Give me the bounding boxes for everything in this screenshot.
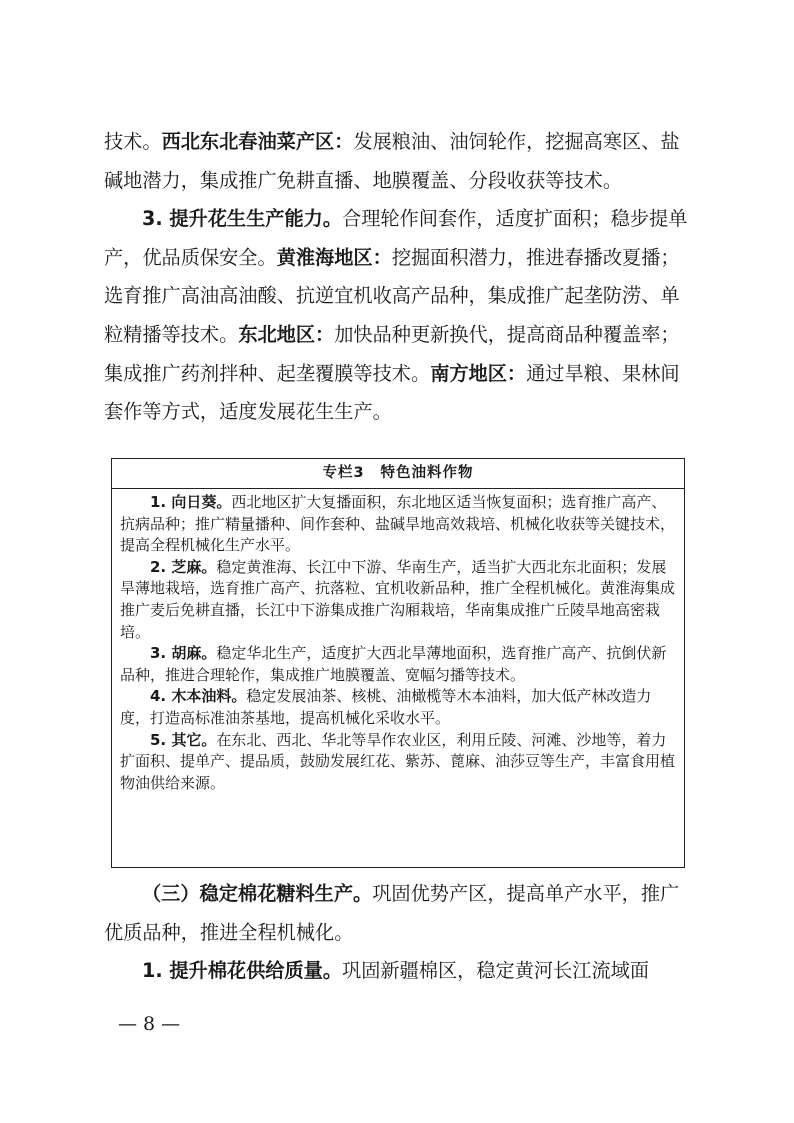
- item-text: 在东北、西北、华北等旱作农业区，利用丘陵、河滩、沙地等，着力扩面积、提单产、提品质，鼓励发展红花、紫苏、蓖麻、油莎豆等生产，丰富食用植物油供给来源。: [120, 730, 676, 792]
- box-item-woody-oil: [120, 686, 676, 729]
- paragraph-text: 加快品种更新换代，提高商品种覆盖率；集成推广药剂拌种、起垄覆膜等技术。: [104, 322, 680, 385]
- top-text-block: [104, 123, 692, 432]
- continued-text: 技术。: [104, 130, 162, 153]
- section-heading: 1. 提升棉花供给质量。: [142, 959, 343, 983]
- paragraph-cotton-sugar: [104, 875, 692, 952]
- section-heading: （三）稳定棉花糖料生产。: [142, 882, 373, 905]
- paragraph-text: 挖掘面积潜力，推进春播改夏播；选育推广高油高油酸、抗逆宜机收高产品种，集成推广起垄防涝、单粒精播等技术。: [104, 245, 680, 346]
- paragraph-peanut: [104, 200, 692, 432]
- section-heading: 3. 提升花生生产能力。: [142, 207, 343, 231]
- box-item-others: [120, 730, 676, 795]
- paragraph-text: 巩固新疆棉区，稳定黄河长江流域面: [342, 959, 650, 983]
- feature-box: [111, 458, 685, 868]
- paragraph-text: 通过旱粮、果林间套作等方式，适度发展花生生产。: [104, 361, 680, 424]
- region-heading: 西北东北春油菜产区：: [161, 130, 354, 153]
- item-text: 稳定黄淮海、长江中下游、华南生产，适当扩大西北东北面积；发展旱薄地栽培，选育推广高产、抗落粒、宜机收新品种，推广全程机械化。黄淮海集成推广麦后免耕直播，长江中下游集成推广沟厢栽培，华南集成推广丘陵旱地高密栽培。: [120, 557, 676, 641]
- box-item-sesame: [120, 557, 676, 643]
- box-item-sunflower: [120, 492, 676, 557]
- item-text: 稳定发展油茶、核桃、油橄榄等木本油料，加大低产林改造力度，打造高标准油茶基地，提高机械化采收水平。: [120, 687, 652, 727]
- box-title-text: 特色油料作物: [380, 465, 474, 481]
- item-heading: 3. 胡麻。: [150, 644, 217, 663]
- feature-box-body: [112, 489, 684, 794]
- item-text: 西北地区扩大复播面积，东北地区适当恢复面积；选育推广高产、抗病品种；推广精量播种、间作套种、盐碱旱地高效栽培、机械化收获等关键技术，提高全程机械化生产水平。: [120, 493, 676, 555]
- paragraph-cotton-quality: [104, 952, 692, 991]
- item-heading: 4. 木本油料。: [150, 687, 247, 706]
- item-heading: 5. 其它。: [150, 730, 217, 749]
- region-heading: 东北地区：: [238, 322, 335, 346]
- paragraph-text: 巩固优势产区，提高单产水平，推广优质品种，推进全程机械化。: [104, 882, 680, 944]
- paragraph-text: 发展粮油、油饲轮作，挖掘高寒区、盐碱地潜力，集成推广免耕直播、地膜覆盖、分段收获等技术。: [104, 130, 680, 192]
- page-number: — 8 —: [118, 1013, 181, 1035]
- paragraph-oilseed-rape: [104, 123, 692, 200]
- feature-box-title: [112, 459, 684, 489]
- region-heading: 南方地区：: [430, 361, 527, 385]
- box-number: 专栏3: [322, 465, 365, 481]
- bottom-text-block: [104, 875, 692, 991]
- item-text: 稳定华北生产，适度扩大西北旱薄地面积，选育推广高产、抗倒伏新品种，推进合理轮作，集成推广地膜覆盖、宽幅匀播等技术。: [120, 644, 667, 684]
- item-heading: 1. 向日葵。: [150, 493, 232, 511]
- item-heading: 2. 芝麻。: [150, 557, 217, 576]
- box-item-flax: [120, 643, 676, 686]
- paragraph-text: 合理轮作间套作，适度扩面积；稳步提单产，优品质保安全。: [104, 207, 688, 269]
- region-heading: 黄淮海地区：: [276, 245, 392, 269]
